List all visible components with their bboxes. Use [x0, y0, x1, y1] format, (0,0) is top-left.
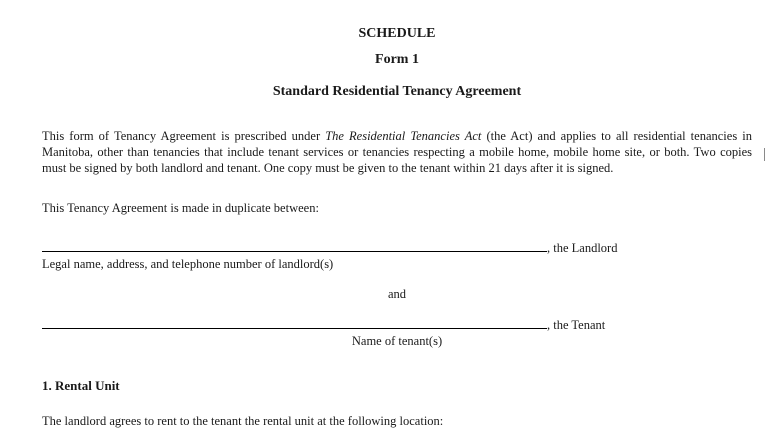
text-cursor: [764, 148, 765, 161]
tenant-name-blank[interactable]: [42, 316, 547, 329]
rental-unit-heading: 1. Rental Unit: [42, 378, 120, 393]
tenant-caption: Name of tenant(s): [351, 334, 443, 348]
schedule-heading: SCHEDULE: [358, 26, 436, 41]
form-number-heading: Form 1: [375, 52, 419, 67]
rental-unit-body: The landlord agrees to rent to the tenant the rental unit at the following location:: [42, 414, 444, 428]
and-connector: and: [387, 287, 407, 301]
intro-paragraph: [42, 128, 752, 176]
landlord-suffix-label: , the Landlord: [547, 241, 618, 255]
landlord-caption: Legal name, address, and telephone number of landlord(s): [42, 257, 334, 271]
duplicate-statement: This Tenancy Agreement is made in duplicate between:: [42, 201, 319, 215]
tenant-fill-row: [42, 316, 752, 333]
landlord-name-blank[interactable]: [42, 239, 547, 252]
agreement-title-heading: Standard Residential Tenancy Agreement: [272, 84, 522, 99]
intro-text-after: (the Act) and applies to all residential tenancies in Manitoba, other than tenancies that include tenant services or tenancies respecting a mobile home, mobile home site, or both. Two copies must be signed by both landlord and tenant. One copy must be given to the tenant within 21 days after it is signed.: [42, 129, 752, 175]
act-name-italic: The Residential Tenancies Act: [325, 129, 482, 143]
intro-text-before: This form of Tenancy Agreement is prescribed under: [42, 129, 326, 143]
landlord-fill-row: [42, 239, 752, 256]
tenant-suffix-label: , the Tenant: [547, 318, 606, 332]
